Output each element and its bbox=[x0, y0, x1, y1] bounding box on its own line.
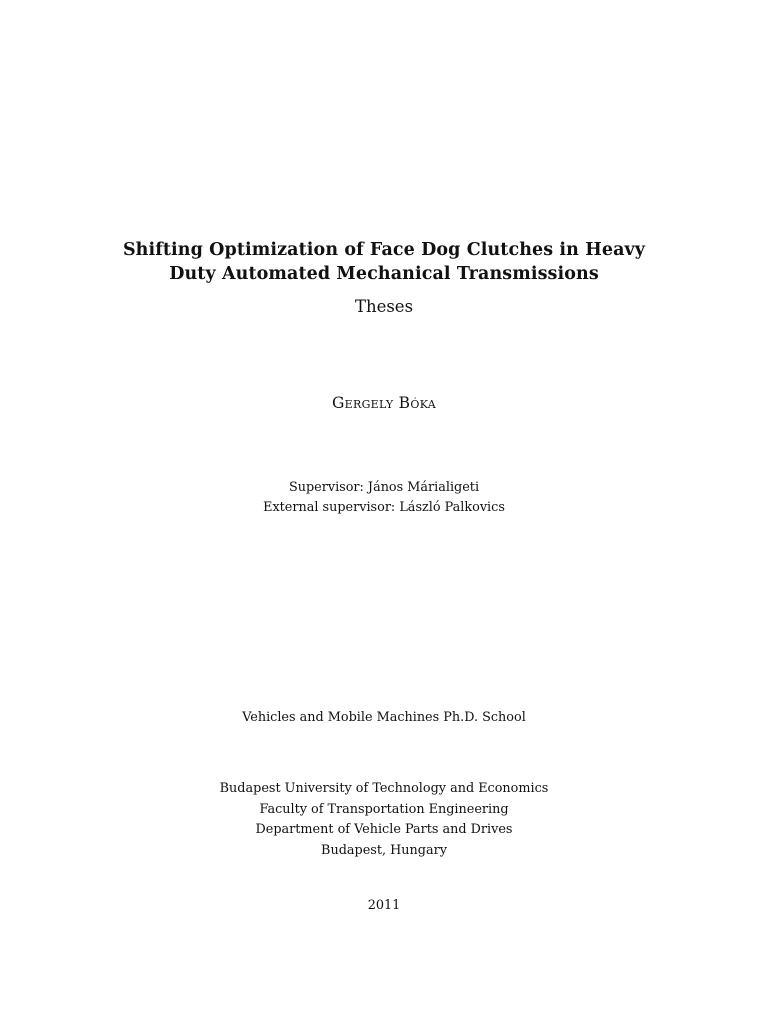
university-name: Budapest University of Technology and Economics bbox=[219, 781, 549, 796]
department-name: Department of Vehicle Parts and Drives bbox=[255, 822, 513, 837]
thesis-title-line-2: Duty Automated Mechanical Transmissions bbox=[169, 264, 599, 284]
doctoral-school: Vehicles and Mobile Machines Ph.D. School bbox=[242, 710, 526, 725]
thesis-title-line-1: Shifting Optimization of Face Dog Clutches in Heavy bbox=[122, 240, 646, 260]
location: Budapest, Hungary bbox=[321, 843, 447, 858]
supervisor: Supervisor: János Márialigeti bbox=[288, 480, 480, 495]
faculty-name: Faculty of Transportation Engineering bbox=[259, 802, 509, 817]
document-type: Theses bbox=[354, 297, 414, 316]
publication-year: 2011 bbox=[367, 898, 401, 913]
external-supervisor: External supervisor: László Palkovics bbox=[263, 500, 505, 515]
author-name: Gergely Bóka bbox=[331, 394, 437, 412]
